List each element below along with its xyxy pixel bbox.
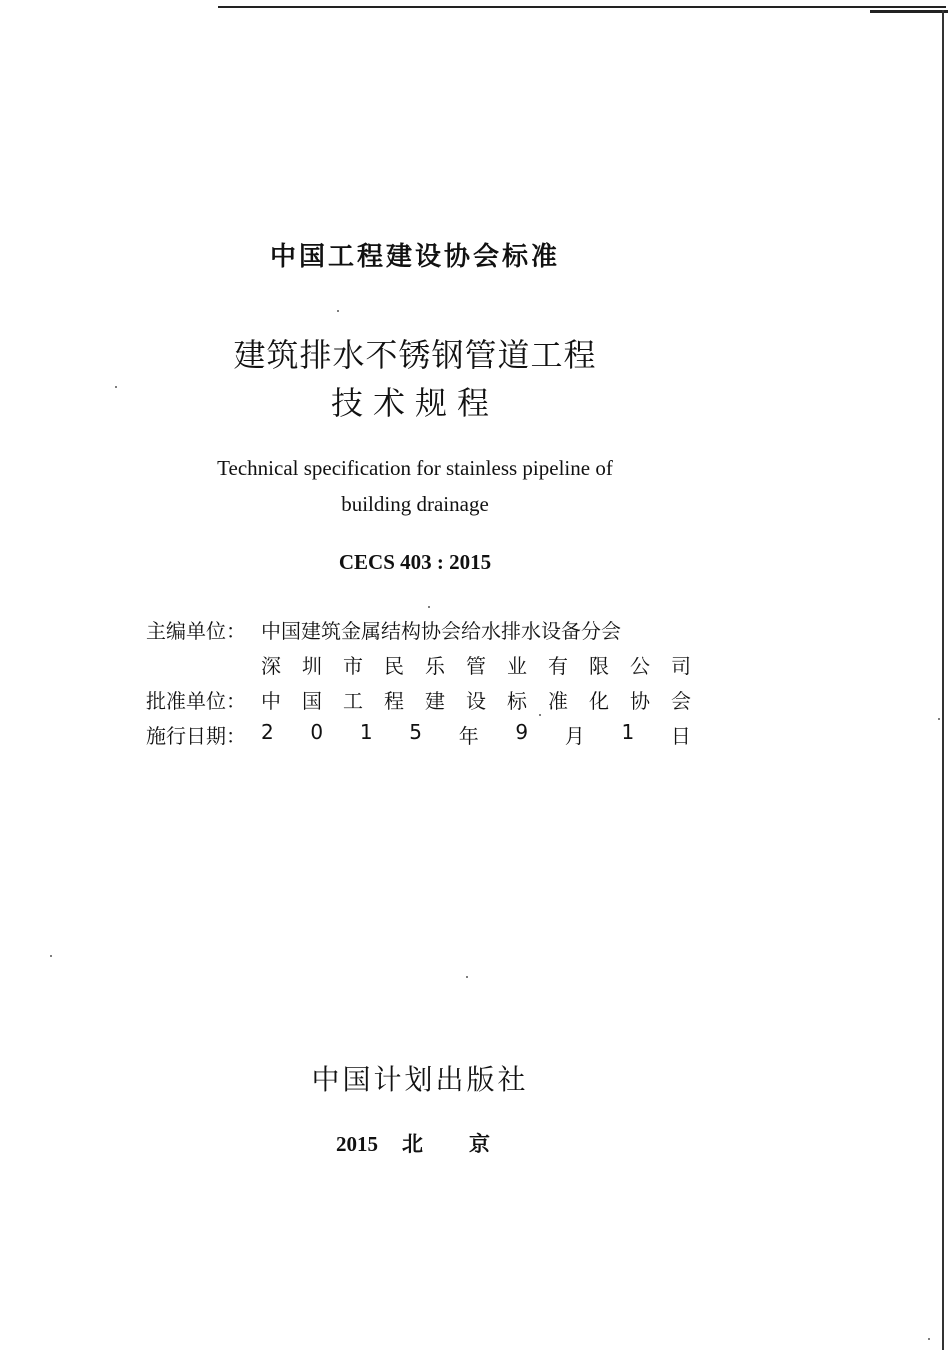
scan-speck <box>466 976 468 978</box>
scan-speck <box>428 606 430 608</box>
publication-place <box>336 1128 536 1158</box>
effective-date: 2 0 1 5 年 9 月 1 日 <box>261 720 691 748</box>
scan-border-top-corner <box>870 10 948 13</box>
standard-series-title: 中国工程建设协会标准 <box>269 242 560 272</box>
document-title-en-line1: Technical specification for stainless pipeline of <box>217 456 613 480</box>
effective-date-row <box>146 717 691 752</box>
chief-editor-unit-1: 中国建筑金属结构协会给水排水设备分会 <box>261 619 621 643</box>
effective-date-label: 施行日期： <box>146 724 246 748</box>
approval-row <box>146 682 691 717</box>
scan-speck <box>337 310 339 312</box>
scan-speck <box>928 1338 930 1340</box>
chief-editor-label: 主编单位： <box>146 619 246 643</box>
approval-unit: 中 国 工 程 建 设 标 准 化 协 会 <box>261 689 691 713</box>
publisher-name: 中国计划出版社 <box>311 1063 529 1096</box>
scan-speck <box>50 955 52 957</box>
scan-speck <box>938 718 940 720</box>
document-title-en <box>0 450 830 522</box>
publication-year: 2015 <box>336 1132 378 1156</box>
chief-editor-unit-2: 深 圳 市 民 乐 管 业 有 限 公 司 <box>261 654 691 678</box>
info-block <box>146 612 691 752</box>
document-title-cn-line2: 技术规程 <box>330 384 499 422</box>
document-title-en-line2: building drainage <box>341 492 489 516</box>
chief-editor-row <box>146 612 691 647</box>
standard-number: CECS 403 : 2015 <box>338 550 492 574</box>
chief-editor-row-2 <box>146 647 691 682</box>
scan-border-top <box>218 6 946 8</box>
approval-label: 批准单位： <box>146 689 246 713</box>
document-title-cn-line1: 建筑排水不锈钢管道工程 <box>233 336 597 374</box>
scan-border-right <box>942 10 944 1350</box>
publication-city: 北京 <box>402 1132 536 1156</box>
